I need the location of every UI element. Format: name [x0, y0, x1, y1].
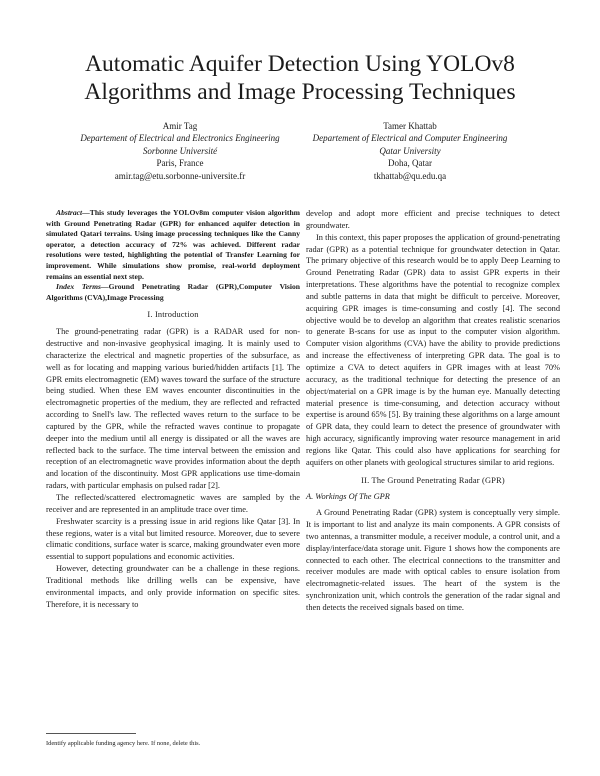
- footnote: Identify applicable funding agency here. If none, delete this.: [46, 740, 201, 747]
- author-block-1: [55, 120, 305, 182]
- body-paragraph: Freshwater scarcity is a pressing issue in arid regions like Qatar [3]. In these regions, water is a vital but limited resource. Moreover, due to severe climatic conditions, surface water is scarce, making groundwater even more essential to support populations and economic activities.: [46, 516, 300, 562]
- author-name: Amir Tag: [162, 121, 198, 131]
- author-department: Departement of Electrical and Computer Engineering: [312, 133, 508, 144]
- index-terms-text: —Ground Penetrating Radar (GPR),Computer Vision Algorithms (CVA),Image Processing: [46, 282, 301, 302]
- footnote-rule: [46, 733, 136, 734]
- author-department: Departement of Electrical and Electronics Engineering: [80, 133, 280, 144]
- author-location: Paris, France: [156, 158, 204, 169]
- author-institution: Sorbonne Université: [142, 145, 218, 156]
- author-institution: Qatar University: [379, 145, 441, 156]
- index-terms-label: Index Terms: [56, 282, 101, 292]
- author-email: tkhattab@qu.edu.qa: [373, 170, 447, 181]
- body-paragraph: The ground-penetrating radar (GPR) is a RADAR used for non-destructive and non-invasive geophysical imaging. It is mainly used to characterize the electrical and magnetic properties of the subsurface, as well as for locating and mapping various buried/hidden artifacts [1]. The GPR emits electromagnetic (EM) waves toward the surface of the structure being studied. When these EM waves encounter discontinuities in the electromagnetic properties of the medium, they are reflected and refracted according to Snell's law. The reflected waves return to the surface to be captured by the GPR, while the refracted waves continue to propagate deeper into the medium until all energy is dissipated or all the waves are reflected back to the surface. The time interval between the emission and reception of an electromagnetic wave provides information about the depth and location of the discontinuity. Most GPR applications use time-domain radars, with particular emphasis on pulsed radar [2].: [46, 327, 300, 491]
- section-heading-gpr: II. The Ground Penetrating Radar (GPR): [361, 475, 505, 485]
- subsection-heading: A. Workings Of The GPR: [306, 492, 390, 502]
- body-paragraph: However, detecting groundwater can be a challenge in these regions. Traditional methods like drilling wells can be expensive, have environmental impacts, and only provide information on specific sites. Therefore, it is necessary to: [46, 564, 300, 609]
- author-name: Tamer Khattab: [383, 121, 437, 131]
- abstract-label: Abstract: [56, 208, 83, 217]
- section-heading-introduction: I. Introduction: [147, 310, 199, 320]
- abstract-text: —This study leverages the YOLOv8m computer vision algorithm with Ground Penetrating Radar (GPR) for enhanced aquifer detection in simulated Qatari terrains. Using image processing techniques like the Canny operator, a detection accuracy of 72% was achieved. Different radar resolutions were tested, highlighting the potential of Transfer Learning for improvement. While simulations show promise, real-world deployment remains an essential next step.: [46, 208, 300, 281]
- body-paragraph: The reflected/scattered electromagnetic waves are sampled by the receiver and are represented in an amplitude trace over time.: [46, 493, 300, 514]
- author-email: amir.tag@etu.sorbonne-universite.fr: [114, 170, 246, 181]
- abstract: [46, 208, 300, 282]
- body-paragraph: In this context, this paper proposes the application of ground-penetrating radar (GPR) as a potential technique for groundwater detection in Qatar. The primary objective of this research would be to apply Deep Learning to Ground Penetrating Radar (GPR) data to assist GPR experts in their interpretations. These algorithms have the potential to recognize complex and subtle patterns in data that might be difficult to perceive. Moreover, acquiring GPR images is time-consuming and costly [4]. The second objective would be to develop an algorithm that creates realistic scenarios to generate B-scans for use as input to the computer vision algorithm. Computer vision algorithms (CVA) have the ability to provide predictions and increase the effectiveness of interpreting GPR data. The goal is to optimize a CVA to detect aquifers in GPR images with at least 70% accuracy, as the traditional technique for detecting the presence of an object/material on a GPR image is by the human eye. Manually detecting material presence is time-consuming, and detection accuracy without expertise is around 65% [5]. By training these algorithms on a large amount of GPR data, they could learn to detect the presence of groundwater with high accuracy, significantly improving water resource management in arid regions like Qatar. This could also have applications for searching for aquifers on other planets with geological structures similar to arid regions.: [306, 232, 560, 467]
- left-column: [46, 208, 300, 610]
- right-column: [306, 208, 560, 614]
- body-paragraph: A Ground Penetrating Radar (GPR) system is conceptually very simple. It is important to list and analyze its main components. A GPR consists of two antennas, a transmitter module, a receiver module, a control unit, and a display/interface/data storage unit. Figure 1 shows how the components are connected to each other. The electrical connections to the transmitter and receiver modules are made with optical cables to ensure isolation from electromagnetic-related issues. The heart of the system is the synchronization unit, which controls the generation of the radar signal and then detects the received signals based on time.: [306, 508, 560, 612]
- index-terms: [46, 282, 300, 303]
- paper-title: Automatic Aquifer Detection Using YOLOv8 Algorithms and Image Processing Techniques: [84, 51, 516, 105]
- body-paragraph: develop and adopt more efficient and precise techniques to detect groundwater.: [306, 209, 560, 230]
- author-location: Doha, Qatar: [388, 158, 432, 169]
- author-block-2: [285, 120, 535, 182]
